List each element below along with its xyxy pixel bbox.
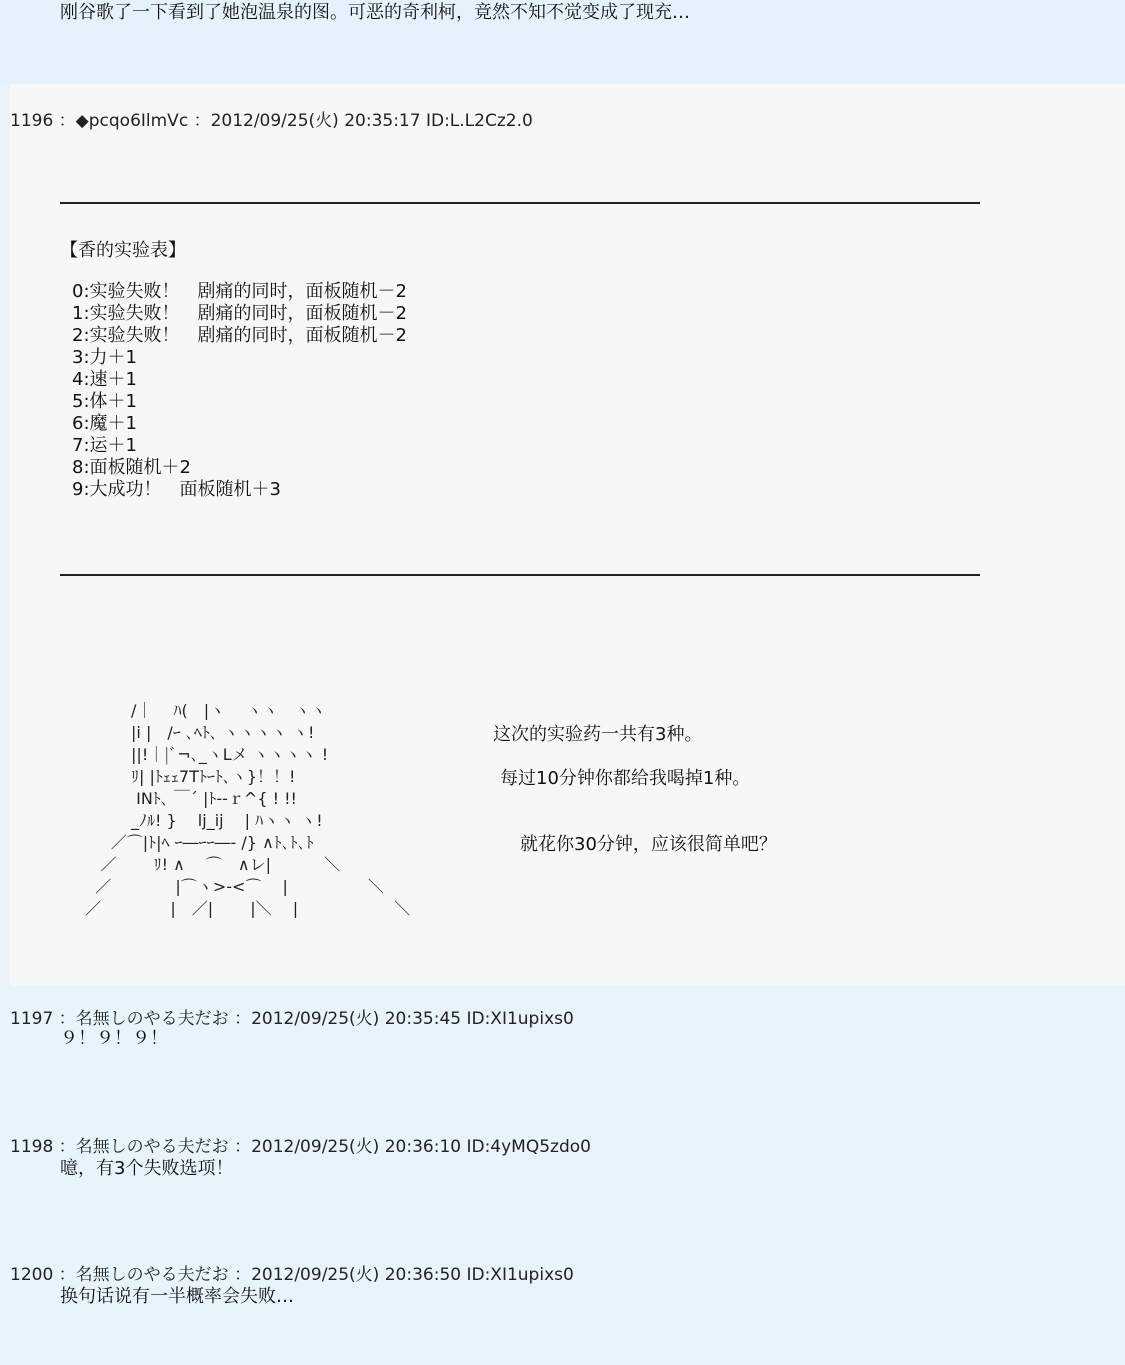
ascii-art-character: /｜ ﾊ( |ヽ ヽヽ ヽヽ |i | /ｰ ､ﾍﾄ､ ヽヽヽヽ ヽ! ||!｜|ﾞ¬､_ヽLメ ヽヽヽヽ ! ﾘ| |ﾄｪｪ7Tﾄｰﾄ､ヽ}！！! INﾄ､ ￣´ |ﾄ--ｒ^{ ! !! _ﾉﾙ! } lj_ij | ﾊヽヽ ヽ! ／⌒|ﾄ|ﾍ ｰ―ｰｰ―‐ /} ∧ﾄ､ﾄ､ﾄ ／ ﾘ! ∧ ⌒ ∧レ| ＼ ／ |⌒ヽ>-<⌒ | ＼ ／ | ／| |＼ | ＼ bbox=[85, 701, 411, 918]
post-1198 bbox=[0, 1114, 1125, 1242]
divider-top bbox=[60, 202, 980, 204]
post-header: 1196 ：◆pcqo6IlmVc ：2012/09/25(火) 20:35:17 ID:L.L2Cz2.0 bbox=[10, 111, 533, 131]
table-row: 1:实验失败！ 剧痛的同时，面板随机－2 bbox=[72, 303, 407, 324]
table-row: 8:面板随机＋2 bbox=[72, 457, 191, 478]
post-1200 bbox=[0, 1242, 1125, 1365]
speech-line: 这次的实验药一共有3种。 bbox=[493, 724, 703, 745]
post-body: 换句话说有一半概率会失败… bbox=[60, 1286, 294, 1307]
experiment-table bbox=[72, 281, 407, 501]
post-body: 噫，有3个失败选项！ bbox=[60, 1158, 234, 1179]
post-header: 1197 ：名無しのやる夫だお ：2012/09/25(火) 20:35:45 ID:XI1upixs0 bbox=[10, 1009, 574, 1029]
post-1196-content bbox=[10, 84, 1125, 986]
post-body: ９！９！９！ bbox=[60, 1028, 168, 1049]
post-header: 1198 ：名無しのやる夫だお ：2012/09/25(火) 20:36:10 ID:4yMQ5zdo0 bbox=[10, 1137, 591, 1157]
table-row: 6:魔＋1 bbox=[72, 413, 137, 434]
table-row: 3:力＋1 bbox=[72, 347, 137, 368]
previous-post bbox=[0, 0, 1125, 84]
table-row: 4:速＋1 bbox=[72, 369, 137, 390]
post-1197 bbox=[0, 986, 1125, 1114]
post-header: 1200 ：名無しのやる夫だお ：2012/09/25(火) 20:36:50 ID:XI1upixs0 bbox=[10, 1265, 574, 1285]
table-row: 7:运＋1 bbox=[72, 435, 137, 456]
table-row: 0:实验失败！ 剧痛的同时，面板随机－2 bbox=[72, 281, 407, 302]
divider-bottom bbox=[60, 574, 980, 576]
speech-line: 就花你30分钟，应该很简单吧？ bbox=[520, 834, 777, 855]
speech-line: 每过10分钟你都给我喝掉1种。 bbox=[500, 768, 751, 789]
table-row: 5:体＋1 bbox=[72, 391, 137, 412]
table-row: 2:实验失败！ 剧痛的同时，面板随机－2 bbox=[72, 325, 407, 346]
table-row: 9:大成功！ 面板随机＋3 bbox=[72, 479, 281, 500]
post-1196 bbox=[0, 84, 1125, 986]
post-body: 刚谷歌了一下看到了她泡温泉的图。可恶的奇利柯，竟然不知不觉变成了现充… bbox=[60, 2, 690, 23]
experiment-table-title: 【香的实验表】 bbox=[60, 240, 186, 261]
